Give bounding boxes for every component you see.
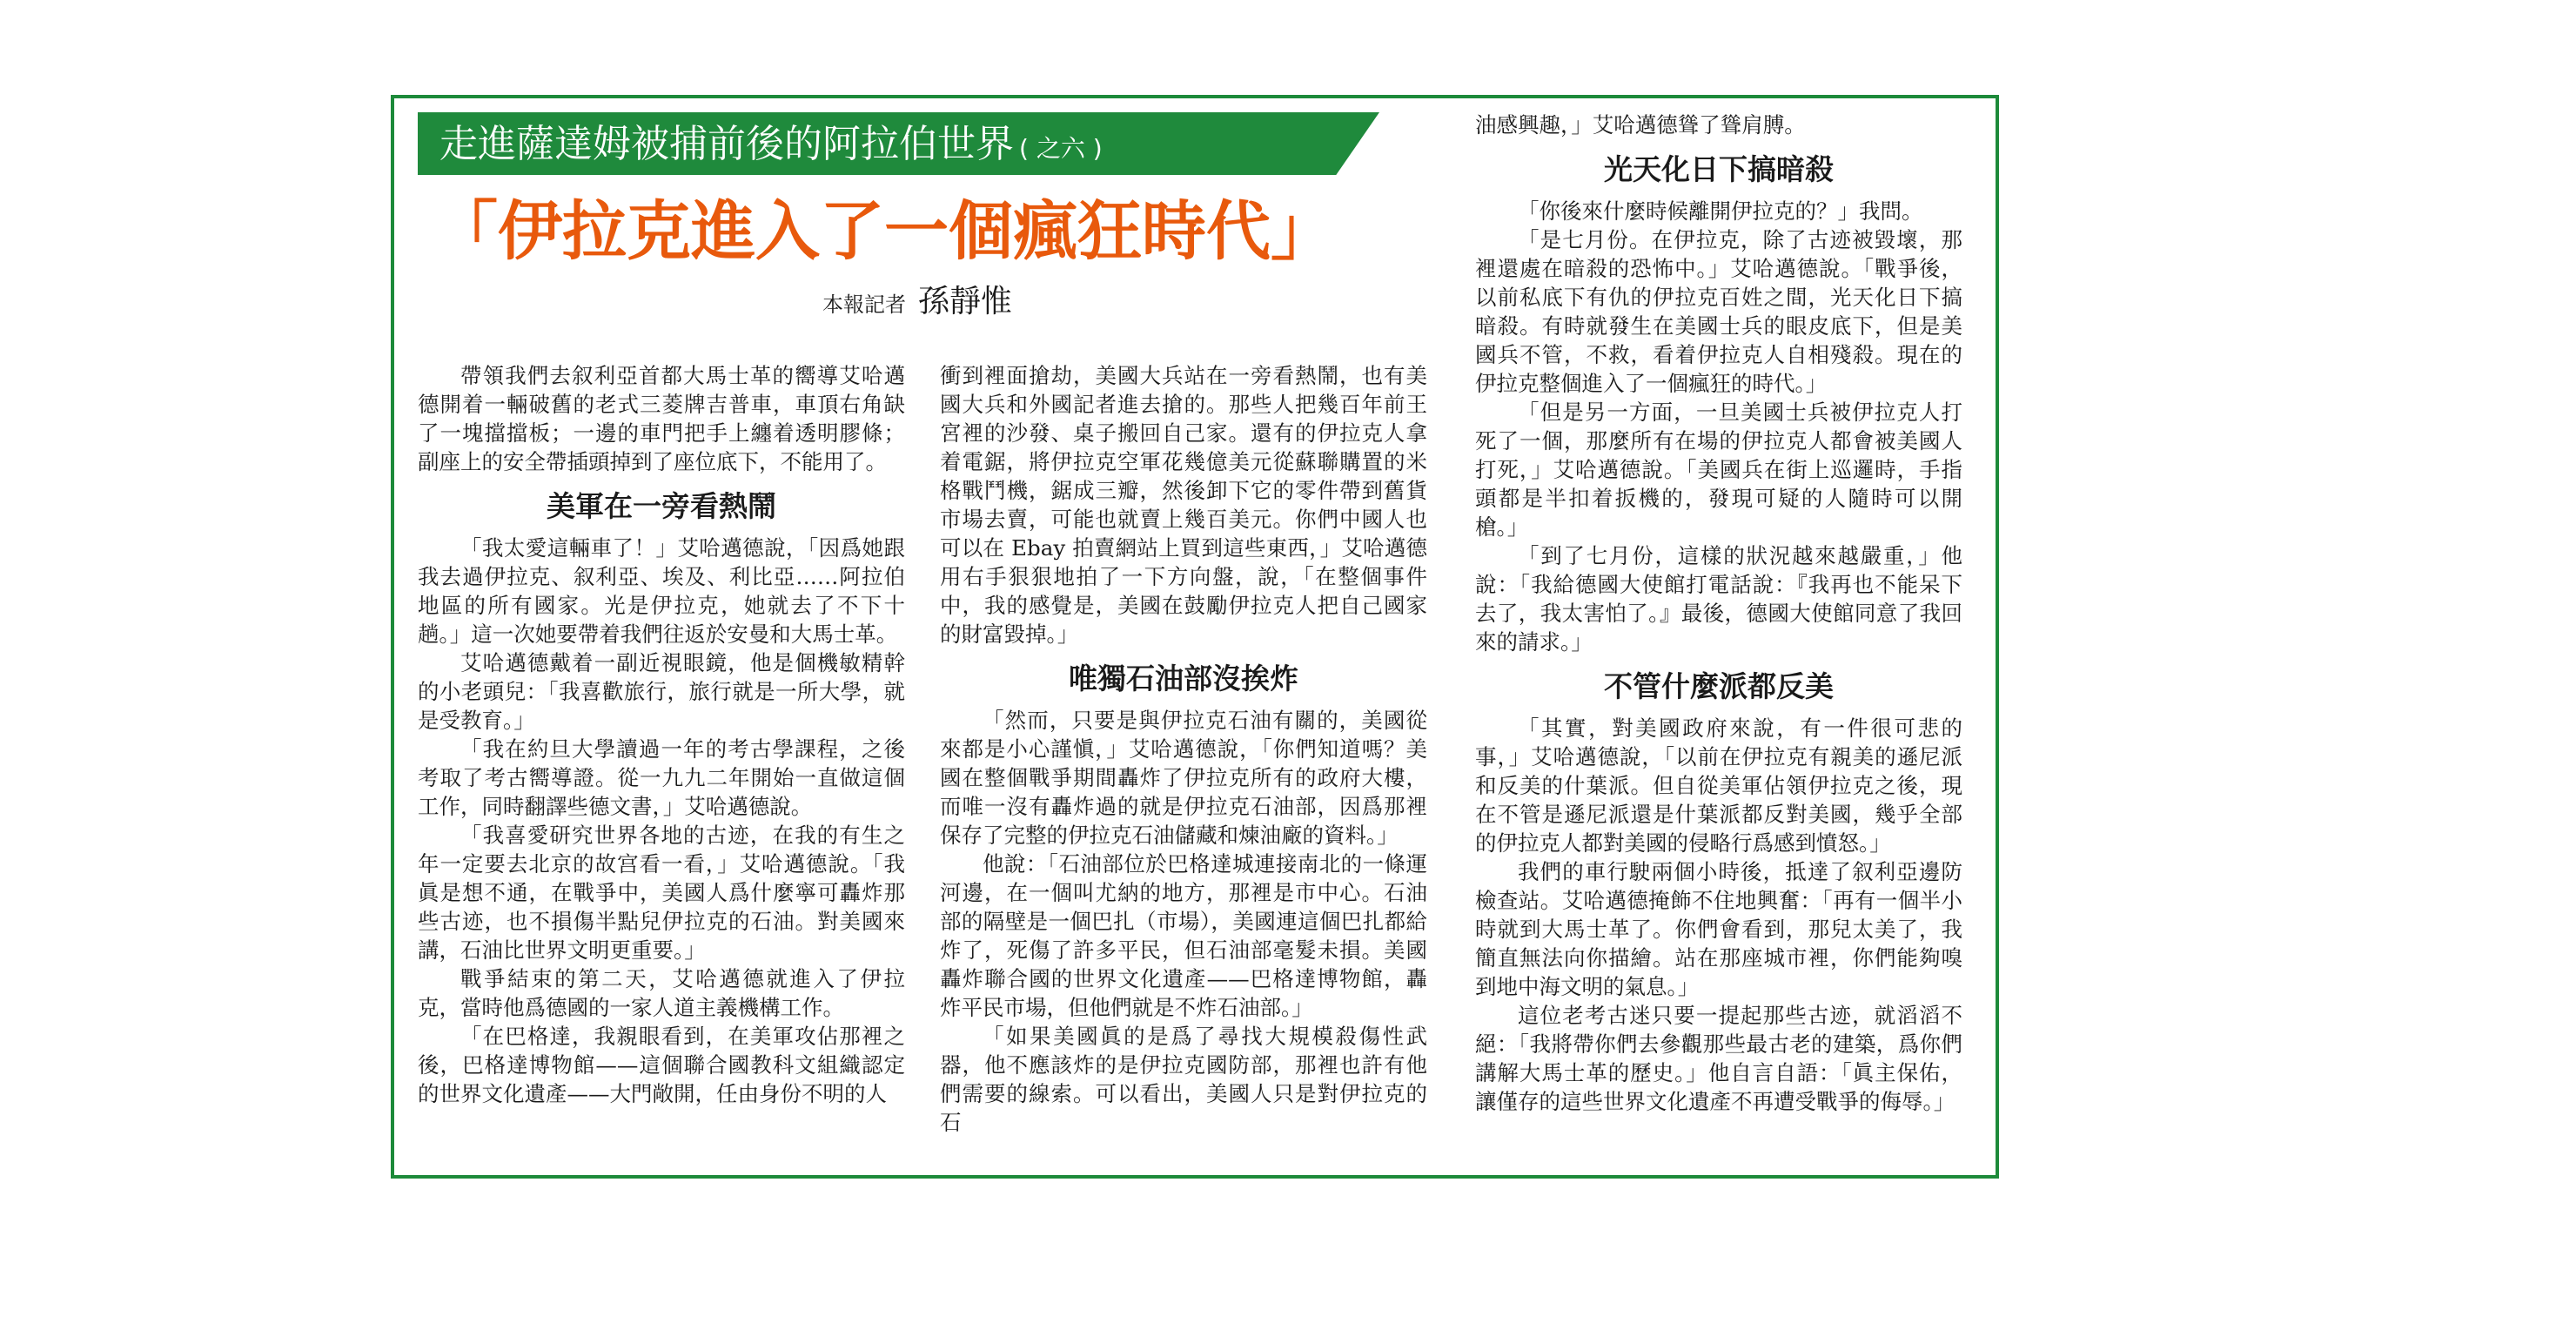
- paragraph: 「我在約旦大學讀過一年的考古學課程，之後考取了考古嚮導證。從一九九二年開始一直做這個工作，同時翻譯些德文書，」艾哈邁德說。: [418, 736, 905, 819]
- section-heading: 唯獨石油部沒挨炸: [1069, 662, 1298, 695]
- section-heading: 美軍在一旁看熱鬧: [547, 489, 776, 523]
- paragraph: 「到了七月份，這樣的狀況越來越嚴重，」他說：「我給德國大使館打電話說：『我再也不能呆下去了，我太害怕了。』最後，德國大使館同意了我回來的請求。」: [1475, 543, 1962, 655]
- section-heading: 光天化日下搞暗殺: [1604, 152, 1834, 186]
- kicker-subtitle: ( 之六 ): [1019, 134, 1103, 163]
- paragraph: 「如果美國眞的是爲了尋找大規模殺傷性武器，他不應該炸的是伊拉克國防部，那裡也許有他們需要的線索。可以看出，美國人只是對伊拉克的石: [940, 1024, 1427, 1135]
- paragraph: 「是七月份。在伊拉克，除了古迹被毀壞，那裡還處在暗殺的恐怖中。」艾哈邁德說。「戰爭後，以前私底下有仇的伊拉克百姓之間，光天化日下搞暗殺。有時就發生在美國士兵的眼皮底下，但是美國兵不管，不救，看着伊拉克人自相殘殺。現在的伊拉克整個進入了一個瘋狂的時代。」: [1475, 227, 1962, 396]
- paragraph: 「我喜愛研究世界各地的古迹，在我的有生之年一定要去北京的故宫看一看，」艾哈邁德說。「我眞是想不通，在戰爭中，美國人爲什麼寧可轟炸那些古迹，也不損傷半點兒伊拉克的石油。對美國來講，石油比世界文明更重要。」: [418, 823, 905, 963]
- paragraph: 「但是另一方面，一旦美國士兵被伊拉克人打死了一個，那麼所有在場的伊拉克人都會被美國人打死，」艾哈邁德說。「美國兵在街上巡邏時，手指頭都是半扣着扳機的，發現可疑的人隨時可以開槍。」: [1475, 400, 1962, 540]
- column-1: [418, 361, 905, 1108]
- paragraph: 「我太愛這輛車了！」艾哈邁德說，「因爲她跟我去過伊拉克、叙利亞、埃及、利比亞……阿拉伯地區的所有國家。光是伊拉克，她就去了不下十趟。」這一次她要帶着我們往返於安曼和大馬士革。: [418, 535, 905, 647]
- byline: [822, 280, 1012, 324]
- paragraph: 「然而，只要是與伊拉克石油有關的，美國從來都是小心謹愼，」艾哈邁德說，「你們知道嗎？美國在整個戰爭期間轟炸了伊拉克所有的政府大樓，而唯一沒有轟炸過的就是伊拉克石油部，因爲那裡保存了完整的伊拉克石油儲藏和煉油廠的資料。」: [940, 708, 1427, 848]
- headline: 「伊拉克進入了一個瘋狂時代」: [433, 194, 1335, 269]
- column-2: [940, 361, 1427, 1137]
- paragraph: 他說：「石油部位於巴格達城連接南北的一條運河邊，在一個叫尤納的地方，那裡是市中心。石油部的隔壁是一個巴扎（市場），美國連這個巴扎都給炸了，死傷了許多平民，但石油部毫髮未損。美國轟炸聯合國的世界文化遺產——巴格達博物館，轟炸平民市場，但他們就是不炸石油部。」: [940, 851, 1427, 1020]
- paragraph: 「其實，對美國政府來說，有一件很可悲的事，」艾哈邁德說，「以前在伊拉克有親美的遜尼派和反美的什葉派。但自從美軍佔領伊拉克之後，現在不管是遜尼派還是什葉派都反對美國，幾乎全部的伊拉克人都對美國的侵略行爲感到憤怒。」: [1475, 715, 1962, 856]
- column-3: [1475, 111, 1962, 1116]
- paragraph: 衝到裡面搶劫，美國大兵站在一旁看熱鬧，也有美國大兵和外國記者進去搶的。那些人把幾百年前王宮裡的沙發、桌子搬回自己家。還有的伊拉克人拿着電鋸，將伊拉克空軍花幾億美元從蘇聯購置的米格戰鬥機，鋸成三瓣，然後卸下它的零件帶到舊貨市場去賣，可能也就賣上幾百美元。你們中國人也可以在 Ebay 拍賣網站上買到這些東西，」艾哈邁德用右手狠狠地拍了一下方向盤，說，「在整個事件中，我的感覺是，美國在鼓勵伊拉克人把自己國家的財富毀掉。」: [940, 363, 1427, 647]
- byline-name: 孫靜惟: [918, 284, 1013, 319]
- paragraph: 這位老考古迷只要一提起那些古迹，就滔滔不絕：「我將帶你們去參觀那些最古老的建築，爲你們講解大馬士革的歷史。」他自言自語：「眞主保佑，讓僅存的這些世界文化遺產不再遭受戰爭的侮辱。」: [1475, 1003, 1962, 1114]
- section-heading: 不管什麼派都反美: [1604, 669, 1834, 703]
- paragraph: 帶領我們去叙利亞首都大馬士革的嚮導艾哈邁德開着一輛破舊的老式三菱牌吉普車，車頂右角缺了一塊擋擋板；一邊的車門把手上纏着透明膠條；副座上的安全帶插頭掉到了座位底下，不能用了。: [418, 363, 905, 474]
- paragraph: 「在巴格達，我親眼看到，在美軍攻佔那裡之後，巴格達博物館——這個聯合國教科文組織認定的世界文化遺產——大門敞開，任由身份不明的人: [418, 1024, 905, 1106]
- paragraph: 「你後來什麼時候離開伊拉克的？」我問。: [1518, 198, 1923, 224]
- kicker-text: 走進薩達姆被捕前後的阿拉伯世界: [439, 122, 1014, 166]
- paragraph: 戰爭結束的第二天，艾哈邁德就進入了伊拉克，當時他爲德國的一家人道主義機構工作。: [418, 966, 905, 1020]
- paragraph: 油感興趣，」艾哈邁德聳了聳肩膊。: [1475, 112, 1806, 138]
- byline-label: 本報記者: [822, 292, 906, 317]
- paragraph: 我們的車行駛兩個小時後，抵達了叙利亞邊防檢查站。艾哈邁德掩飾不住地興奮：「再有一個半小時就到大馬士革了。你們會看到，那兒太美了，我簡直無法向你描繪。站在那座城市裡，你們能夠嗅到地中海文明的氣息。」: [1475, 859, 1962, 999]
- paragraph: 艾哈邁德戴着一副近視眼鏡，他是個機敏精幹的小老頭兒：「我喜歡旅行，旅行就是一所大學，就是受教育。」: [418, 650, 905, 733]
- kicker-title: [439, 114, 1103, 175]
